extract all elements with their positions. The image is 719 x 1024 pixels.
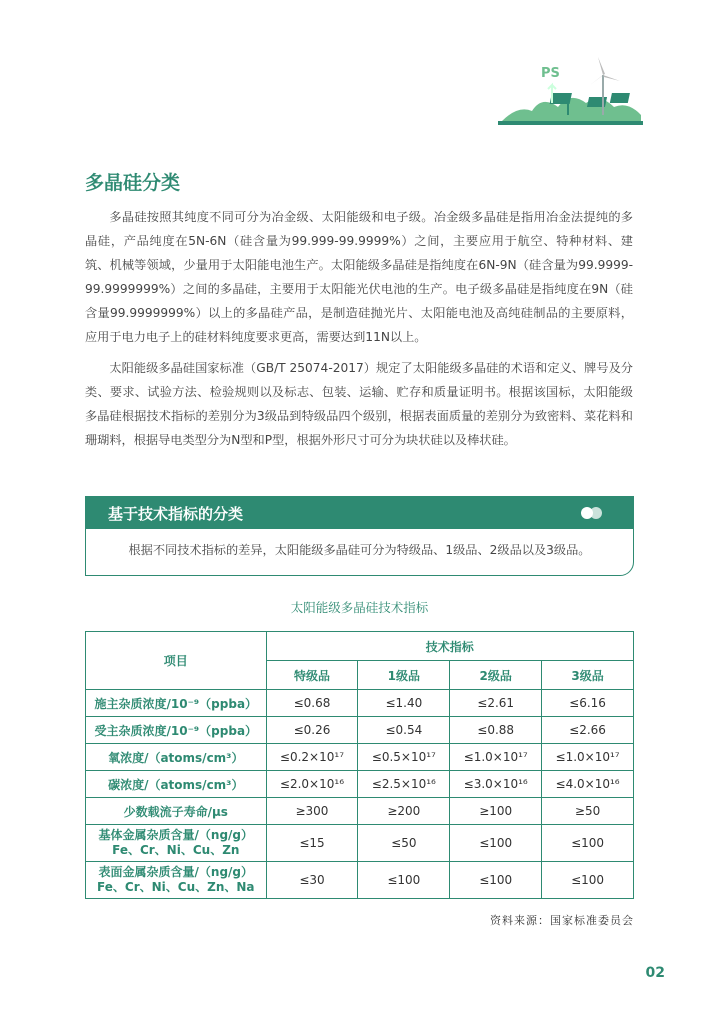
logo-text: PS — [541, 66, 560, 81]
table-cell: ≥300 — [266, 798, 358, 825]
grade-header: 特级品 — [266, 661, 358, 690]
page-number: 02 — [645, 965, 665, 981]
table-row — [86, 744, 634, 771]
paragraph-2: 太阳能级多晶硅国家标准（GB/T 25074-2017）规定了太阳能级多晶硅的术语和定义、牌号及分类、要求、试验方法、检验规则以及标志、包装、运输、贮存和质量证明书。根据该国标，太阳能级多晶硅根据技术指标的差别分为3级品到特级品四个级别，根据表面质量的差别分为致密料、菜花料和珊瑚料，根据导电类型分为N型和P型，根据外形尺寸可分为块状硅以及棒状硅。 — [85, 361, 633, 447]
table-cell: ≤2.66 — [542, 717, 634, 744]
table-row — [86, 862, 634, 899]
table-header-row — [86, 632, 634, 661]
grade-header: 2级品 — [450, 661, 542, 690]
source-note: 资料来源：国家标准委员会 — [490, 914, 634, 927]
row-label-line: 基体金属杂质含量/（ng/g） — [98, 828, 254, 842]
table-cell: ≤30 — [266, 862, 358, 899]
row-label: 少数载流子寿命/μs — [86, 798, 267, 825]
dots-icon — [581, 507, 605, 519]
table-cell: ≤1.40 — [358, 690, 450, 717]
table-cell: ≤1.0×10¹⁷ — [542, 744, 634, 771]
table-cell: ≤2.61 — [450, 690, 542, 717]
table-cell: ≤2.5×10¹⁶ — [358, 771, 450, 798]
table-cell: ≥200 — [358, 798, 450, 825]
grade-header: 1级品 — [358, 661, 450, 690]
table-row — [86, 825, 634, 862]
row-label: 受主杂质浓度/10⁻⁹（ppba） — [86, 717, 267, 744]
row-label — [86, 825, 267, 862]
table-cell: ≤15 — [266, 825, 358, 862]
tech-spec-table — [85, 631, 634, 899]
table-caption: 太阳能级多晶硅技术指标 — [290, 600, 429, 615]
table-cell: ≥50 — [542, 798, 634, 825]
row-label: 施主杂质浓度/10⁻⁹（ppba） — [86, 690, 267, 717]
table-cell: ≤3.0×10¹⁶ — [450, 771, 542, 798]
row-label-line: 表面金属杂质含量/（ng/g） — [98, 865, 254, 879]
table-cell: ≤4.0×10¹⁶ — [542, 771, 634, 798]
table-cell: ≤100 — [542, 825, 634, 862]
table-cell: ≤2.0×10¹⁶ — [266, 771, 358, 798]
group-header: 技术指标 — [266, 632, 633, 661]
solar-wind-logo — [498, 55, 643, 130]
row-label-elements: Fe、Cr、Ni、Cu、Zn — [112, 843, 240, 857]
paragraph-1: 多晶硅按照其纯度不同可分为冶金级、太阳能级和电子级。冶金级多晶硅是指用冶金法提纯的多晶硅，产品纯度在5N-6N（硅含量为99.999-99.9999%）之间，主要应用于航空、特种材料、建筑、机械等领域，少量用于太阳能电池生产。太阳能级多晶硅是指纯度在6N-9N（硅含量为99.9999-99.9999999%）之间的多晶硅，主要用于太阳能光伏电池的生产。电子级多晶硅是指纯度在9N（硅含量99.9999999%）以上的多晶硅产品，是制造硅抛光片、太阳能电池及高纯硅制品的主要原料，应用于电力电子上的硅材料纯度要求更高，需要达到11N以上。 — [85, 210, 633, 344]
item-header: 项目 — [86, 632, 267, 690]
table-row — [86, 717, 634, 744]
table-row — [86, 690, 634, 717]
grade-header: 3级品 — [542, 661, 634, 690]
table-cell: ≤0.26 — [266, 717, 358, 744]
table-cell: ≥100 — [450, 798, 542, 825]
row-label: 氧浓度/（atoms/cm³） — [86, 744, 267, 771]
section-text: 根据不同技术指标的差异，太阳能级多晶硅可分为特级品、1级品、2级品以及3级品。 — [128, 543, 591, 557]
section-title: 基于技术指标的分类 — [108, 505, 244, 523]
table-cell: ≤1.0×10¹⁷ — [450, 744, 542, 771]
table-cell: ≤100 — [450, 825, 542, 862]
table-cell: ≤100 — [542, 862, 634, 899]
table-row — [86, 798, 634, 825]
page-heading: 多晶硅分类 — [85, 172, 181, 194]
table-cell: ≤100 — [450, 862, 542, 899]
table-row — [86, 771, 634, 798]
table-cell: ≤100 — [358, 862, 450, 899]
table-cell: ≤0.54 — [358, 717, 450, 744]
table-cell: ≤0.5×10¹⁷ — [358, 744, 450, 771]
table-cell: ≤50 — [358, 825, 450, 862]
section-title-bar — [86, 497, 633, 529]
table-cell: ≤0.68 — [266, 690, 358, 717]
table-cell: ≤0.88 — [450, 717, 542, 744]
table-cell: ≤0.2×10¹⁷ — [266, 744, 358, 771]
table-cell: ≤6.16 — [542, 690, 634, 717]
section-box — [85, 496, 634, 576]
row-label: 碳浓度/（atoms/cm³） — [86, 771, 267, 798]
row-label — [86, 862, 267, 899]
row-label-elements: Fe、Cr、Ni、Cu、Zn、Na — [97, 880, 255, 894]
